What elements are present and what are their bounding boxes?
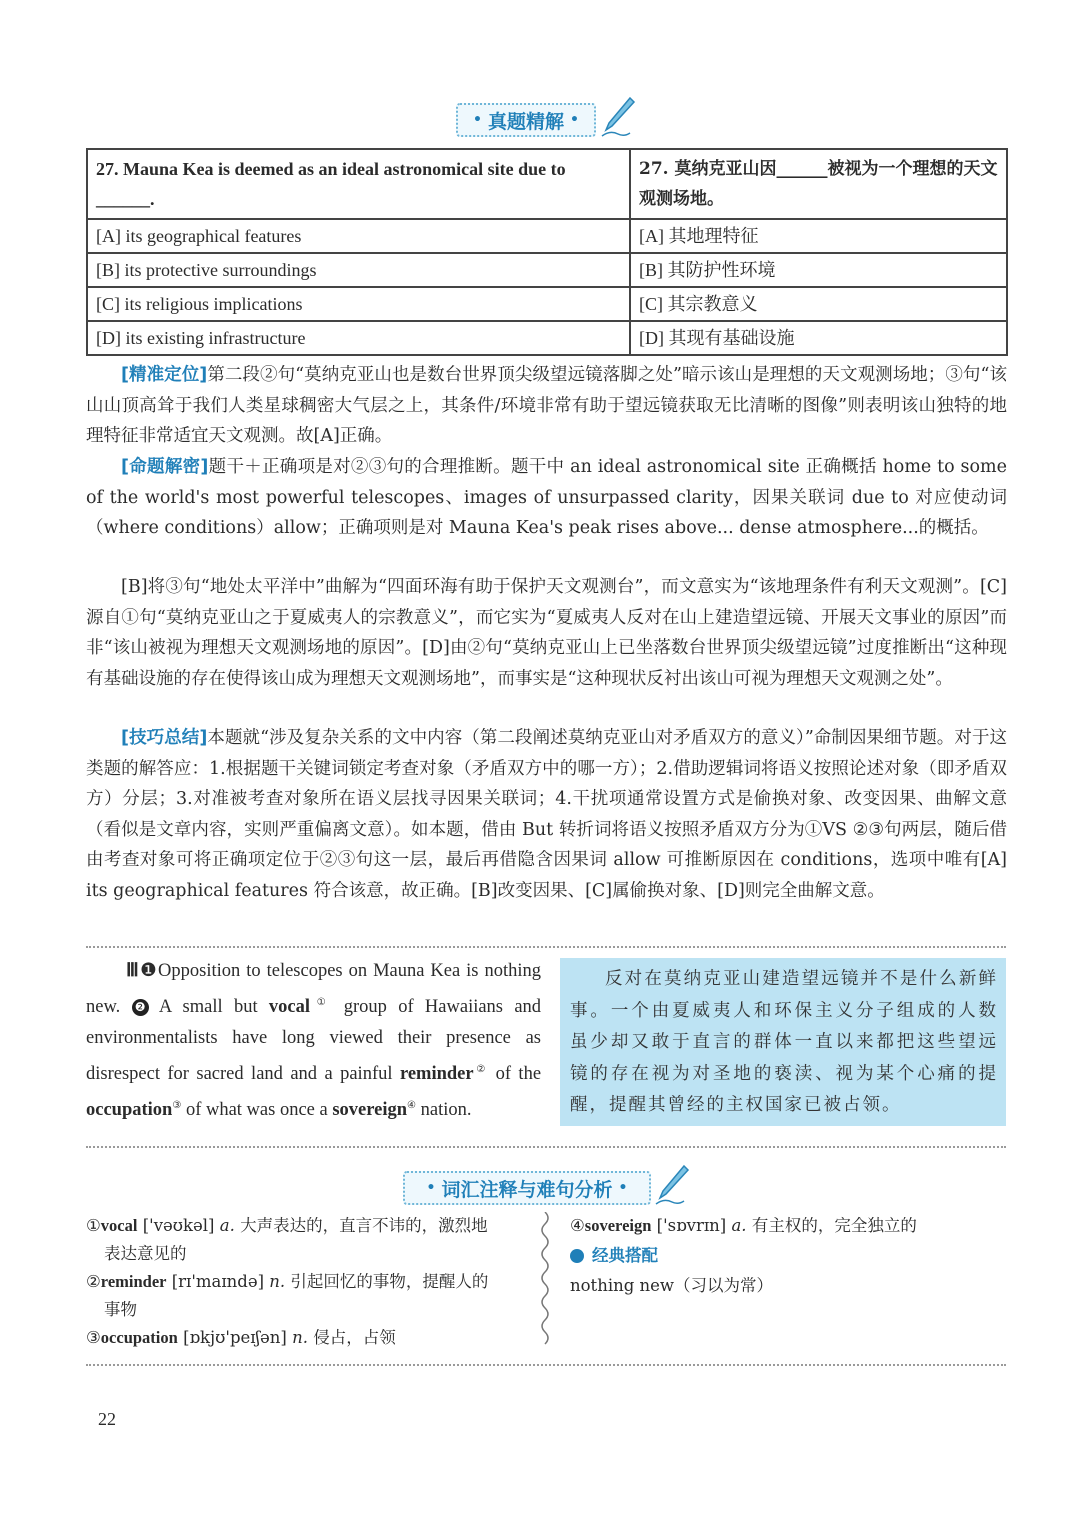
bullet-icon xyxy=(570,1249,584,1263)
entry-definition-cont: 表达意见的 xyxy=(104,1244,187,1263)
analysis-summary xyxy=(86,723,1007,906)
option-d-en: [D] its existing infrastructure xyxy=(87,321,630,355)
vocab-title: 词汇注释与难句分析 xyxy=(441,1178,613,1201)
entry-number: ④ xyxy=(570,1216,585,1235)
column-divider xyxy=(537,1212,553,1348)
vocab-word-occupation: occupation xyxy=(86,1100,173,1121)
vocab-entry xyxy=(570,1212,1010,1240)
vocab-word-reminder: reminder xyxy=(399,1064,474,1085)
vocab-title-badge: • 词汇注释与难句分析 • xyxy=(403,1171,651,1205)
entry-definition-cont: 事物 xyxy=(104,1300,137,1319)
tag-locate: [精准定位] xyxy=(121,365,208,385)
vocab-entry xyxy=(86,1324,526,1352)
entry-number: ② xyxy=(86,1272,101,1291)
sentence-1: Opposition to telescopes on Mauna Kea is nothing new. xyxy=(86,961,541,1018)
table-row xyxy=(87,321,1007,355)
analysis-decode-text: 题干＋正确项是对②③句的合理推断。题干中 an ideal astronomical site 正确概括 home to some of the world's most powerful telescopes、images of unsurpassed clarity，因果关联词 due to 对应使动词（where conditions）allow；正确项则是对 Mauna Kea's peak rises above... dense atmosphere...的概括。 xyxy=(86,457,1008,538)
footnote-marker: ② xyxy=(473,1064,489,1076)
page-number: 22 xyxy=(98,1409,116,1429)
table-row xyxy=(87,149,1007,219)
pen-icon xyxy=(600,96,636,138)
entry-pos: n. xyxy=(269,1272,286,1291)
entry-pos: a. xyxy=(219,1216,235,1235)
option-d-cn: [D] 其现有基础设施 xyxy=(630,321,1007,355)
sentence-2-marker: ❷ xyxy=(132,999,149,1016)
entry-ipa: [rɪ'maɪndə] xyxy=(171,1272,265,1291)
table-row xyxy=(87,219,1007,253)
tag-summary: [技巧总结] xyxy=(121,728,208,748)
option-a-en: [A] its geographical features xyxy=(87,219,630,253)
translation-box xyxy=(560,958,1006,1126)
entry-ipa: [ɒkjʊ'peɪʃən] xyxy=(183,1328,287,1347)
divider xyxy=(86,1146,1006,1148)
entry-ipa: ['sɒvrɪn] xyxy=(656,1216,727,1235)
footnote-marker: ③ xyxy=(172,1100,182,1112)
footnote-marker: ① xyxy=(310,997,333,1008)
collocation-heading xyxy=(570,1242,1010,1270)
option-a-cn: [A] 其地理特征 xyxy=(630,219,1007,253)
option-b-en: [B] its protective surroundings xyxy=(87,253,630,287)
translation-text: 反对在莫纳克亚山建造望远镜并不是什么新鲜事。一个由夏威夷人和环保主义分子组成的人数虽少却又敢于直言的群体一直以来都把这些望远镜的存在视为对圣地的亵渎、视为某个心痛的提醒，提醒其曾经的主权国家已被占领。 xyxy=(570,969,998,1115)
entry-ipa: ['vəʊkəl] xyxy=(142,1216,215,1235)
collocation-title: 经典搭配 xyxy=(592,1246,658,1265)
pen-icon xyxy=(654,1164,690,1206)
entry-pos: n. xyxy=(292,1328,308,1347)
table-row xyxy=(87,253,1007,287)
section-title: 真题精解 xyxy=(487,110,564,133)
option-b-cn: [B] 其防护性环境 xyxy=(630,253,1007,287)
analysis-decode xyxy=(86,452,1007,544)
sentence-1-marker: ❶ xyxy=(138,961,159,981)
sentence-2-part: nation. xyxy=(420,1100,472,1121)
entry-definition: 引起回忆的事物，提醒人的 xyxy=(290,1272,489,1291)
vocab-word-sovereign: sovereign xyxy=(332,1100,408,1121)
sentence-2-part: A small but xyxy=(158,997,258,1018)
tag-decode: [命题解密] xyxy=(121,457,209,477)
section-marker: Ⅲ xyxy=(126,961,139,981)
sentence-2-part: of the xyxy=(495,1064,542,1085)
vocab-entry xyxy=(86,1268,526,1324)
entry-word: occupation xyxy=(100,1328,178,1347)
entry-pos: a. xyxy=(731,1216,747,1235)
footnote-marker: ④ xyxy=(407,1100,416,1112)
entry-definition: 有主权的，完全独立的 xyxy=(751,1216,917,1235)
collocation-item: nothing new（习以为常） xyxy=(570,1276,774,1295)
entry-definition: 大声表达的，直言不讳的，激烈地 xyxy=(240,1216,488,1235)
divider xyxy=(86,946,1006,948)
divider xyxy=(86,1364,1006,1366)
entry-number: ① xyxy=(86,1216,101,1235)
passage-english xyxy=(86,956,541,1126)
question-table xyxy=(86,148,1008,356)
entry-word: vocal xyxy=(100,1216,138,1235)
question-stem-cn: 27. 莫纳克亚山因______被视为一个理想的天文观测场地。 xyxy=(630,149,1007,219)
sentence-2-part: of what was once a xyxy=(185,1100,328,1121)
analysis-locate xyxy=(86,360,1007,452)
vocab-list-left xyxy=(86,1212,526,1352)
option-c-en: [C] its religious implications xyxy=(87,287,630,321)
entry-word: reminder xyxy=(100,1272,167,1291)
entry-definition: 侵占，占领 xyxy=(313,1328,396,1347)
sentence-2-part: group of Hawaiians and environmentalists have long viewed their presence as disrespect for sacred land and a painful xyxy=(86,997,542,1085)
question-stem-en: 27. Mauna Kea is deemed as an ideal astronomical site due to ______. xyxy=(87,149,630,219)
option-c-cn: [C] 其宗教意义 xyxy=(630,287,1007,321)
analysis-summary-text: 本题就“涉及复杂关系的文中内容（第二段阐述莫纳克亚山对矛盾双方的意义）”命制因果细节题。对于这类题的解答应：1.根据题干关键词锁定考查对象（矛盾双方中的哪一方）；2.借助逻辑词将语义按照论述对象（即矛盾双方）分层；3.对准被考查对象所在语义层找寻因果关联词；4.干扰项通常设置方式是偷换对象、改变因果、曲解文意（看似是文章内容，实则严重偏离文意）。如本题，借由 But 转折词将语义按照矛盾双方分为①VS ②③句两层，随后借由考查对象可将正确项定位于②③句这一层，最后再借隐含因果词 allow 可推断原因在 conditions，选项中唯有[A] its geographical features 符合该意，故正确。[B]改变因果、[C]属偷换对象、[D]则完全曲解文意。 xyxy=(86,728,1008,901)
entry-number: ③ xyxy=(86,1328,101,1347)
vocab-list-right xyxy=(570,1212,1010,1300)
section-title-badge: • 真题精解 • xyxy=(456,103,596,137)
vocab-word-vocal: vocal xyxy=(268,997,311,1018)
table-row xyxy=(87,287,1007,321)
entry-word: sovereign xyxy=(584,1216,652,1235)
analysis-distractors: [B]将③句“地处太平洋中”曲解为“四面环海有助于保护天文观测台”，而文意实为“该地理条件有利天文观测”。[C]源自①句“莫纳克亚山之于夏威夷人的宗教意义”，而它实为“夏威夷人反对在山上建造望远镜、开展天文事业的原因”而非“该山被视为理想天文观测场地的原因”。[D]由②句“莫纳克亚山上已坐落数台世界顶尖级望远镜”过度推断出“这种现有基础设施的存在使得该山成为理想天文观测场地”，而事实是“这种现状反衬出该山可视为理想天文观测之处”。 xyxy=(86,577,1007,689)
vocab-entry xyxy=(86,1212,526,1268)
analysis-locate-text: 第二段②句“莫纳克亚山也是数台世界顶尖级望远镜落脚之处”暗示该山是理想的天文观测场地；③句“该山山顶高耸于我们人类星球稠密大气层之上，其条件/环境非常有助于望远镜获取无比清晰的图像”则表明该山独特的地理特征非常适宜天文观测。故[A]正确。 xyxy=(86,365,1008,446)
